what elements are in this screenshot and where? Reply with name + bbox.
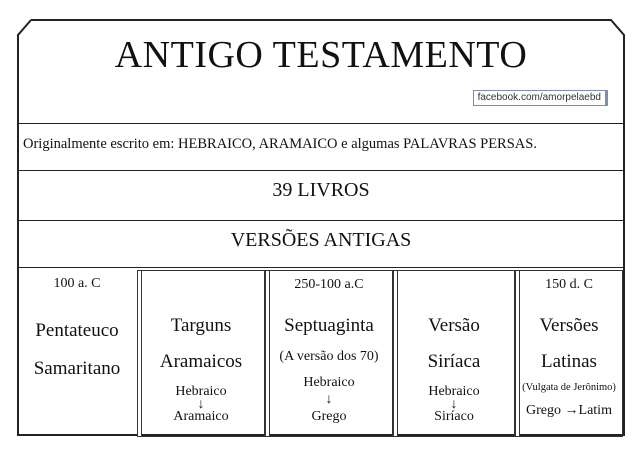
arrow-down-icon: ↓ — [450, 397, 458, 412]
versions-heading: VERSÕES ANTIGAS — [230, 229, 412, 251]
version-name: Versões — [539, 315, 599, 336]
version-name: Samaritano — [33, 358, 121, 379]
watermark-link: facebook.com/amorpelaebd — [473, 90, 608, 106]
version-latin — [515, 270, 623, 437]
origin-text: Originalmente escrito em: HEBRAICO, ARAMAICO e algumas PALAVRAS PERSAS. — [23, 136, 537, 152]
version-note: (Vulgata de Jerônimo) — [522, 382, 616, 393]
language-to: Aramaico — [173, 409, 229, 424]
version-note: (A versão dos 70) — [279, 349, 379, 364]
language-from: Hebraico — [303, 375, 355, 390]
version-name: Siríaca — [427, 351, 481, 372]
version-name: Aramaicos — [159, 351, 243, 372]
version-name: Latinas — [541, 351, 597, 372]
language-from: Hebraico — [428, 384, 480, 399]
arrow-down-icon: ↓ — [325, 392, 333, 407]
version-date: 250-100 a.C — [294, 277, 364, 292]
language-to: Grego — [311, 409, 347, 424]
arrow-right-icon: → — [564, 403, 579, 418]
language-from: Grego — [526, 403, 562, 418]
version-targuns — [137, 270, 265, 437]
page-title: ANTIGO TESTAMENTO — [114, 34, 528, 76]
version-name: Pentateuco — [35, 320, 119, 341]
divider — [17, 267, 625, 268]
version-syriac — [393, 270, 515, 437]
language-to: Siríaco — [434, 409, 474, 424]
divider — [17, 123, 625, 124]
language-from: Hebraico — [175, 384, 227, 399]
version-name: Versão — [428, 315, 480, 336]
chart-frame — [17, 19, 625, 436]
version-name: Targuns — [170, 315, 232, 336]
divider — [17, 220, 625, 221]
version-samaritan — [19, 270, 135, 435]
arrow-down-icon: ↓ — [197, 397, 205, 412]
version-date: 100 a. C — [53, 276, 101, 291]
books-count: 39 LIVROS — [272, 179, 370, 201]
version-date: 150 d. C — [545, 277, 593, 292]
version-name: Septuaginta — [284, 315, 374, 336]
language-flow — [516, 403, 622, 419]
version-septuagint — [265, 270, 393, 437]
divider — [17, 170, 625, 171]
language-to: Latim — [578, 403, 612, 418]
